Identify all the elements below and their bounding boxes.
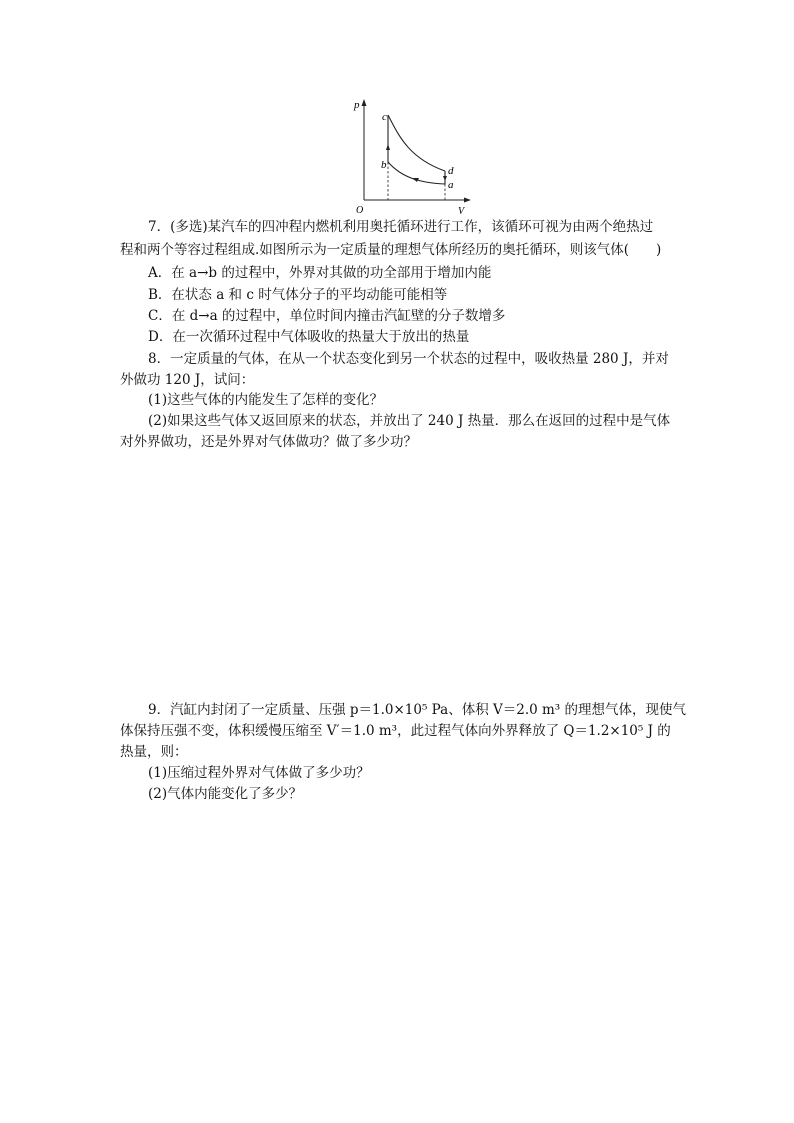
q8-sub1: (1)这些气体的内能发生了怎样的变化？ [148,392,384,408]
q8-line2: 外做功 120 J，试问： [120,372,255,388]
q9-sub1: (1)压缩过程外界对气体做了多少功？ [148,765,370,781]
q9-line1: 9．汽缸内封闭了一定质量、压强 p＝1.0×10⁵ Pa、体积 V＝2.0 m³ 的理想气体，现使气 [148,702,687,718]
label-a: a [448,179,454,191]
q7-option-d: D．在一次循环过程中气体吸收的热量大于放出的热量 [148,329,470,345]
q7-option-b: B．在状态 a 和 c 时气体分子的平均动能可能相等 [148,287,448,303]
label-b: b [381,159,387,171]
v-axis-arrow [464,198,471,203]
label-v: V [458,206,465,217]
q9-line2: 体保持压强不变，体积缓慢压缩至 V′＝1.0 m³，此过程气体向外界释放了 Q＝1.2×10⁵ J 的 [120,723,671,739]
p-axis-arrow [362,99,367,106]
label-o: O [356,205,364,216]
label-p: p [354,99,360,111]
q7-line1: 7．(多选)某汽车的四冲程内燃机利用奥托循环进行工作，该循环可视为由两个绝热过 [148,219,654,235]
q9-line3: 热量，则： [120,744,188,760]
process-cd [388,115,445,171]
q7-line2: 程和两个等容过程组成.如图所示为一定质量的理想气体所经历的奥托循环，则该气体( ) [120,242,662,258]
label-d: d [448,165,454,177]
arrow-da [443,176,447,181]
pv-diagram [346,96,476,218]
q7-option-a: A．在 a→b 的过程中，外界对其做的功全部用于增加内能 [148,265,492,281]
q8-sub2-line2: 对外界做功，还是外界对气体做功？做了多少功？ [120,434,417,450]
q7-option-c: C．在 d→a 的过程中，单位时间内撞击汽缸壁的分子数增多 [148,308,506,324]
arrow-bc [386,144,390,150]
arrow-ab [412,178,419,182]
q8-sub2-line1: (2)如果这些气体又返回原来的状态，并放出了 240 J 热量．那么在返回的过程中是气体 [148,413,671,429]
q8-line1: 8．一定质量的气体，在从一个状态变化到另一个状态的过程中，吸收热量 280 J，并对 [148,351,669,367]
label-c: c [382,111,387,123]
q9-sub2: (2)气体内能变化了多少？ [148,786,303,802]
